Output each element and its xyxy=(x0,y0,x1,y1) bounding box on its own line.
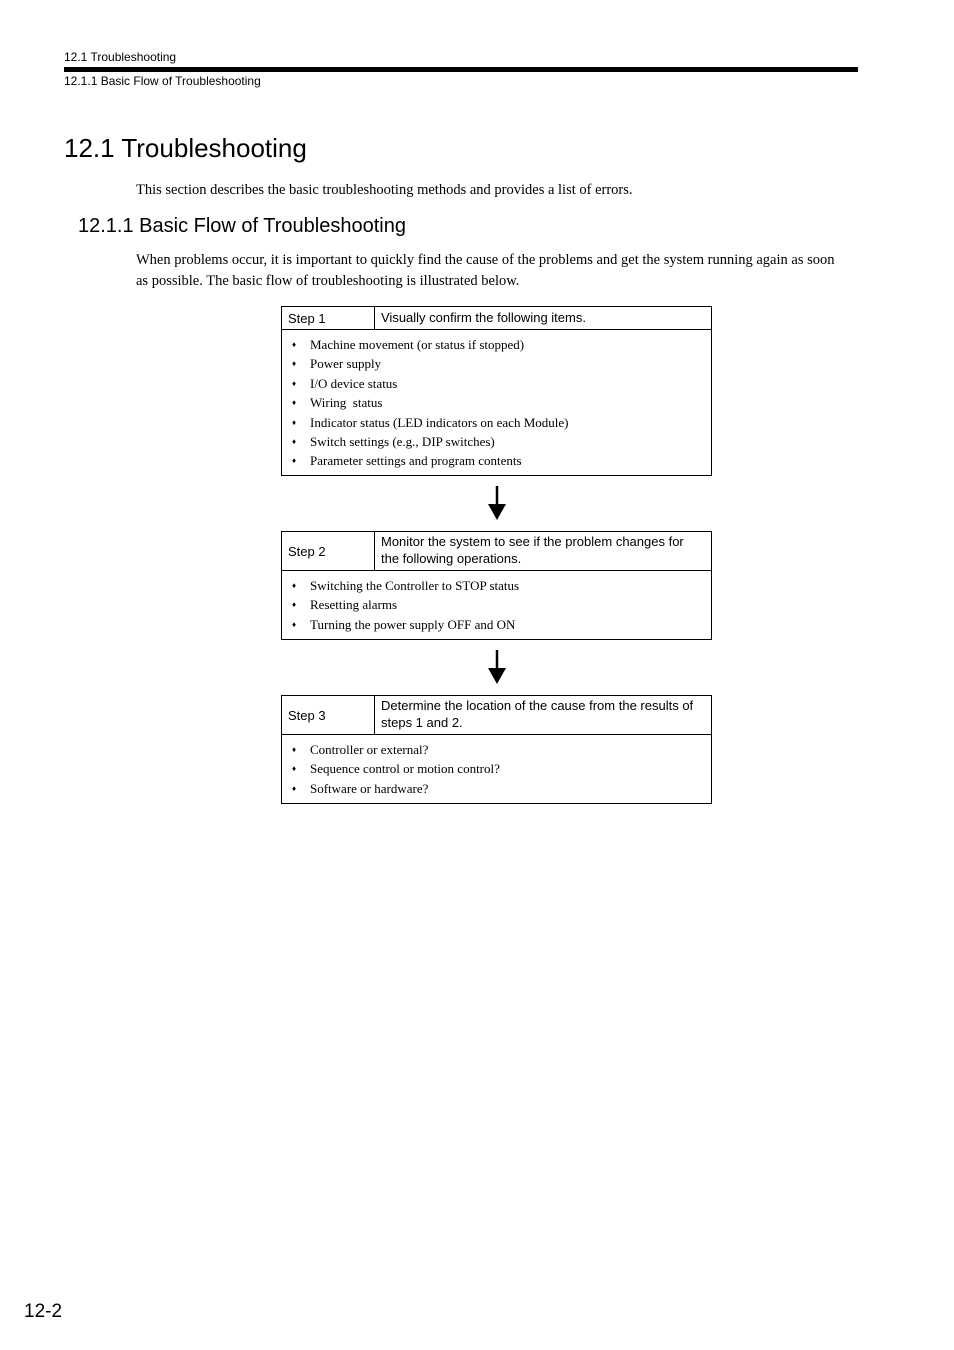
bullet-diamond-icon: ♦ xyxy=(292,340,297,349)
step-label: Step 3 xyxy=(282,696,375,734)
bullet-diamond-icon: ♦ xyxy=(292,764,297,774)
step-title: Determine the location of the cause from the results of steps 1 and 2. xyxy=(381,698,694,730)
step-label: Step 2 xyxy=(282,532,375,570)
bullet-diamond-icon: ♦ xyxy=(292,619,297,629)
down-arrow-icon xyxy=(486,650,508,684)
step-label: Step 1 xyxy=(282,307,375,329)
step-items xyxy=(282,735,711,804)
running-header xyxy=(64,50,858,88)
bullet-diamond-icon: ♦ xyxy=(292,417,297,427)
header-rule xyxy=(64,67,858,72)
bullet-diamond-icon: ♦ xyxy=(292,456,297,466)
list-item: ♦ Switching the Controller to STOP status xyxy=(292,576,705,595)
list-item: ♦ I/O device status xyxy=(292,374,705,393)
page-number: 12-2 xyxy=(24,1301,63,1322)
intro-text: This section describes the basic troubleshooting methods and provides a list of errors. xyxy=(136,182,633,198)
list-item: ♦ Wiring status xyxy=(292,393,705,412)
body-paragraph: When problems occur, it is important to quickly find the cause of the problems and get the system running again as soon as possible. The basic flow of troubleshooting is illustrated below. xyxy=(136,252,835,289)
step-items xyxy=(282,571,711,640)
bullet-diamond-icon: ♦ xyxy=(292,745,297,754)
list-item: ♦ Resetting alarms xyxy=(292,595,705,614)
bullet-diamond-icon: ♦ xyxy=(292,437,297,447)
list-item: ♦ Software or hardware? xyxy=(292,779,705,798)
header-subsection: 12.1.1 Basic Flow of Troubleshooting xyxy=(64,74,261,88)
header-section: 12.1 Troubleshooting xyxy=(64,50,177,64)
step-title: Visually confirm the following items. xyxy=(381,309,586,325)
step-items xyxy=(282,330,711,477)
bullet-diamond-icon: ♦ xyxy=(292,581,297,590)
step-box-3 xyxy=(281,695,712,804)
bullet-diamond-icon: ♦ xyxy=(292,359,297,369)
step-header xyxy=(282,696,711,735)
bullet-diamond-icon: ♦ xyxy=(292,378,297,388)
list-item: ♦ Power supply xyxy=(292,354,705,373)
list-item: ♦ Turning the power supply OFF and ON xyxy=(292,615,705,634)
page-title: 12.1 Troubleshooting xyxy=(64,133,307,163)
down-arrow-icon xyxy=(486,486,508,520)
bullet-diamond-icon: ♦ xyxy=(292,783,297,793)
bullet-diamond-icon: ♦ xyxy=(292,600,297,610)
list-item: ♦ Controller or external? xyxy=(292,740,705,759)
step-box-1 xyxy=(281,306,712,476)
step-title: Monitor the system to see if the problem changes for the following operations. xyxy=(381,534,684,566)
list-item: ♦ Parameter settings and program contents xyxy=(292,451,705,470)
section-heading: 12.1.1 Basic Flow of Troubleshooting xyxy=(78,215,406,237)
list-item: ♦ Sequence control or motion control? xyxy=(292,759,705,778)
bullet-diamond-icon: ♦ xyxy=(292,398,297,408)
step-box-2 xyxy=(281,531,712,640)
list-item: ♦ Machine movement (or status if stopped) xyxy=(292,335,705,354)
step-header xyxy=(282,307,711,330)
list-item: ♦ Indicator status (LED indicators on each Module) xyxy=(292,413,705,432)
step-header xyxy=(282,532,711,571)
list-item: ♦ Switch settings (e.g., DIP switches) xyxy=(292,432,705,451)
